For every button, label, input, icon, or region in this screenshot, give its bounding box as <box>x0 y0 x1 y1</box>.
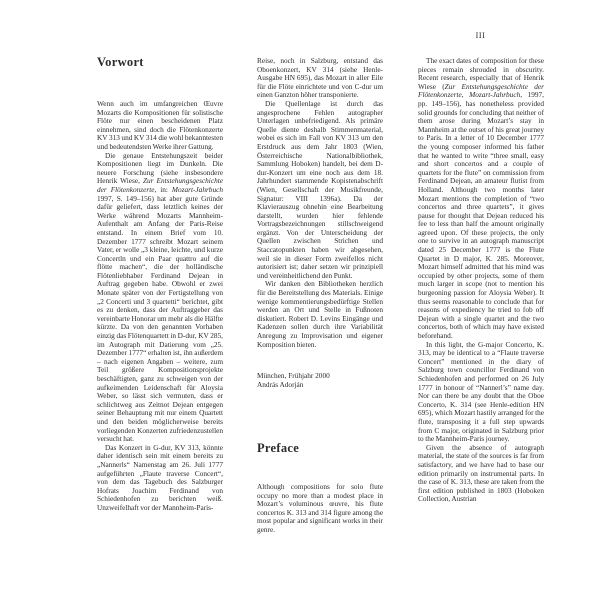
preface-paragraph-1: Although compositions for solo flute occupy no more than a modest place in Mozart’s voluminous œuvre, his flute concertos K. 313 and 314 figure among the most popular and significant works in their genre. <box>257 482 383 534</box>
preface-paragraph-2: The exact dates of composition for these pieces remain shrouded in obscurity. Recent research, especially that of Henrik Wiese (Zur Entstehungsgeschichte der Flötenkonzerte, Mozart-Jahrbuch, 1997, pp. 149–156), has nonetheless provided solid grounds for concluding that neither of them arose during Mozart’s stay in Mannheim at the outset of his great journey to Paris. In a letter of 10 December 1777 the young composer informed his father that he wanted to write “three small, easy and short concertos and a couple of quartets for the flute” on commission from Ferdinand Dejean, an amateur flutist from Holland. Although two months later Mozart mentions the completion of “two concertos and three quartets”, it gives pause for thought that Dejean reduced his fee to less than half the amount originally agreed upon. Of these projects, the only one to survive in an autograph manuscript dated 25 December 1777 is the Flute Quartet in D major, K. 285. Moreover, Mozart himself admitted that his mind was occupied by other projects, some of them much larger in scope (not to mention his burgeoning passion for Aloysia Weber). It thus seems reasonable to conclude that for reasons of expediency he tried to fob off Dejean with a single quartet and the two concertos, both of which may have existed beforehand. <box>418 56 544 340</box>
preface-heading: Preface <box>257 441 300 455</box>
vorwort-paragraph-1: Wenn auch im umfangreichen Œuvre Mozarts die Kompositionen für solistische Flöte nur einen bescheidenen Platz einnehmen, sind doch die Flötenkonzerte KV 313 und KV 314 die wohl bekanntesten und bedeutendsten Werke ihrer Gattung. <box>97 99 223 151</box>
preface-paragraph-3: In this light, the G-major Concerto, K. 313, may be identical to a “Flaute traverse Concert” mentioned in the diary of Salzburg town councillor Ferdinand von Schiedenhofen and performed on 26 July 1777 in honour of “Nannerl’s” name day. Nor can there be any doubt that the Oboe Concerto, K. 314 (see Henle-edition HN 695), which Mozart hastily arranged for the flute, transposing it a full step upwards from C major, originated in Salzburg prior to the Mannheim-Paris journey. <box>418 339 544 444</box>
vorwort-paragraph-4: Die Quellenlage ist durch das angesprochene Fehlen autographer Unterlagen unbefriedigend. Als primäre Quelle diente deshalb Stimmenmaterial, wobei es sich im Fall von KV 313 um den Erstdruck aus dem Jahr 1803 (Wien, Österreichische Nationalbibliothek, Sammlung Hoboken) handelt, bei dem D-dur-Konzert um eine noch aus dem 18. Jahrhundert stammende Kopistenabschrift (Wien, Gesellschaft der Musikfreunde, Signatur: VIII 1396a). Da der Klavierauszug ohnehin eine Bearbeitung darstellt, wurden hier fehlende Vortragsbezeichnungen stillschweigend ergänzt. Von der Unterscheidung der Quellen zwischen Strichen und Staccatopunkten haben wir abgesehen, weil sie in dieser Form zweifellos nicht autorisiert ist; daher setzen wir prinzipiell und vereinheitlichend den Punkt. <box>257 98 383 280</box>
column-right <box>418 57 544 504</box>
signature-block <box>257 372 383 390</box>
column-left <box>97 55 223 513</box>
page-number: III <box>475 31 486 40</box>
signature-place-date: München, Frühjahr 2000 <box>257 371 330 380</box>
preface-section <box>257 441 383 535</box>
preface-paragraph-4: Given the absence of autograph material, the state of the sources is far from satisfactory, and we have had to base our edition primarily on instrumental parts. In the case of K. 313, these are taken from the first edition published in 1803 (Hoboken Collection, Austrian <box>418 442 544 504</box>
vorwort-heading: Vorwort <box>97 55 144 69</box>
column-middle <box>257 56 383 534</box>
vorwort-paragraph-3-continued: Reise, noch in Salzburg, entstand das Oboenkonzert, KV 314 (siehe Henle-Ausgabe HN 695), das Mozart in aller Eile für die Flöte einrichtete und von C-dur um einen Ganzton höher transponierte. <box>257 56 383 100</box>
signature-name: András Adorján <box>257 379 304 389</box>
vorwort-paragraph-5: Wir danken den Bibliotheken herzlich für die Bereitstellung des Materials. Einige wenige kommentierungsbedürftige Stellen werden an Ort und Stelle in Fußnoten diskutiert. Robert D. Levins Eingänge und Kadenzen sollen durch ihre Variabilität Anregung zu Improvisation und eigener Komposition bieten. <box>257 279 383 349</box>
vorwort-paragraph-2: Die genaue Entstehungszeit beider Kompositionen liegt im Dunkeln. Die neuere Forschung (siehe insbesondere Henrik Wiese, Zur Entstehungsgeschichte der Flötenkonzerte, in: Mozart-Jahrbuch 1997, S. 149–156) hat aber gute Gründe dafür geliefert, dass letztlich keines der Werke während Mozarts Mannheim-Aufenthalt am Anfang der Paris-Reise entstand. In einem Brief vom 10. Dezember 1777 schreibt Mozart seinem Vater, er wolle „3 kleine, leichte, und kurze Concertln und ein Paar quattro auf die flötte machen“, die der holländische Flötenliebhaber Ferdinand Dejean in Auftrag gegeben habe. Obwohl er zwei Monate später von der Fertigstellung von „2 Concerti und 3 quartetti“ berichtet, gibt es zu denken, dass der Auftraggeber das vereinbarte Honorar um mehr als die Hälfte kürzte. Da von den genannten Vorhaben einzig das Flötenquartett in D-dur, KV 285, im Autograph mit Datierung vom „25. Dezember 1777“ erhalten ist, ihn außerdem – nach eigenen Angaben – weitere, zum Teil größere Kompositionsprojekte beschäftigten, ganz zu schweigen von der aufkeimenden Leidenschaft für Aloysia Weber, so lässt sich vermuten, dass er schlichtweg aus Zeitnot Dejean entgegen seiner Behauptung mit nur einem Quartett und den beiden möglicherweise bereits vorliegenden Konzerten zufriedenzustellen versucht hat. <box>97 150 223 444</box>
vorwort-paragraph-3: Das Konzert in G-dur, KV 313, könnte daher identisch sein mit einem bereits zu „Nannerls“ Namenstag am 26. Juli 1777 aufgeführten „Flaute traverse Concert“, von dem das Tagebuch des Salzburger Hofrats Joachim Ferdinand von Schiedenhofen zu berichten weiß. Unzweifelhaft vor der Mannheim-Paris- <box>97 442 223 512</box>
